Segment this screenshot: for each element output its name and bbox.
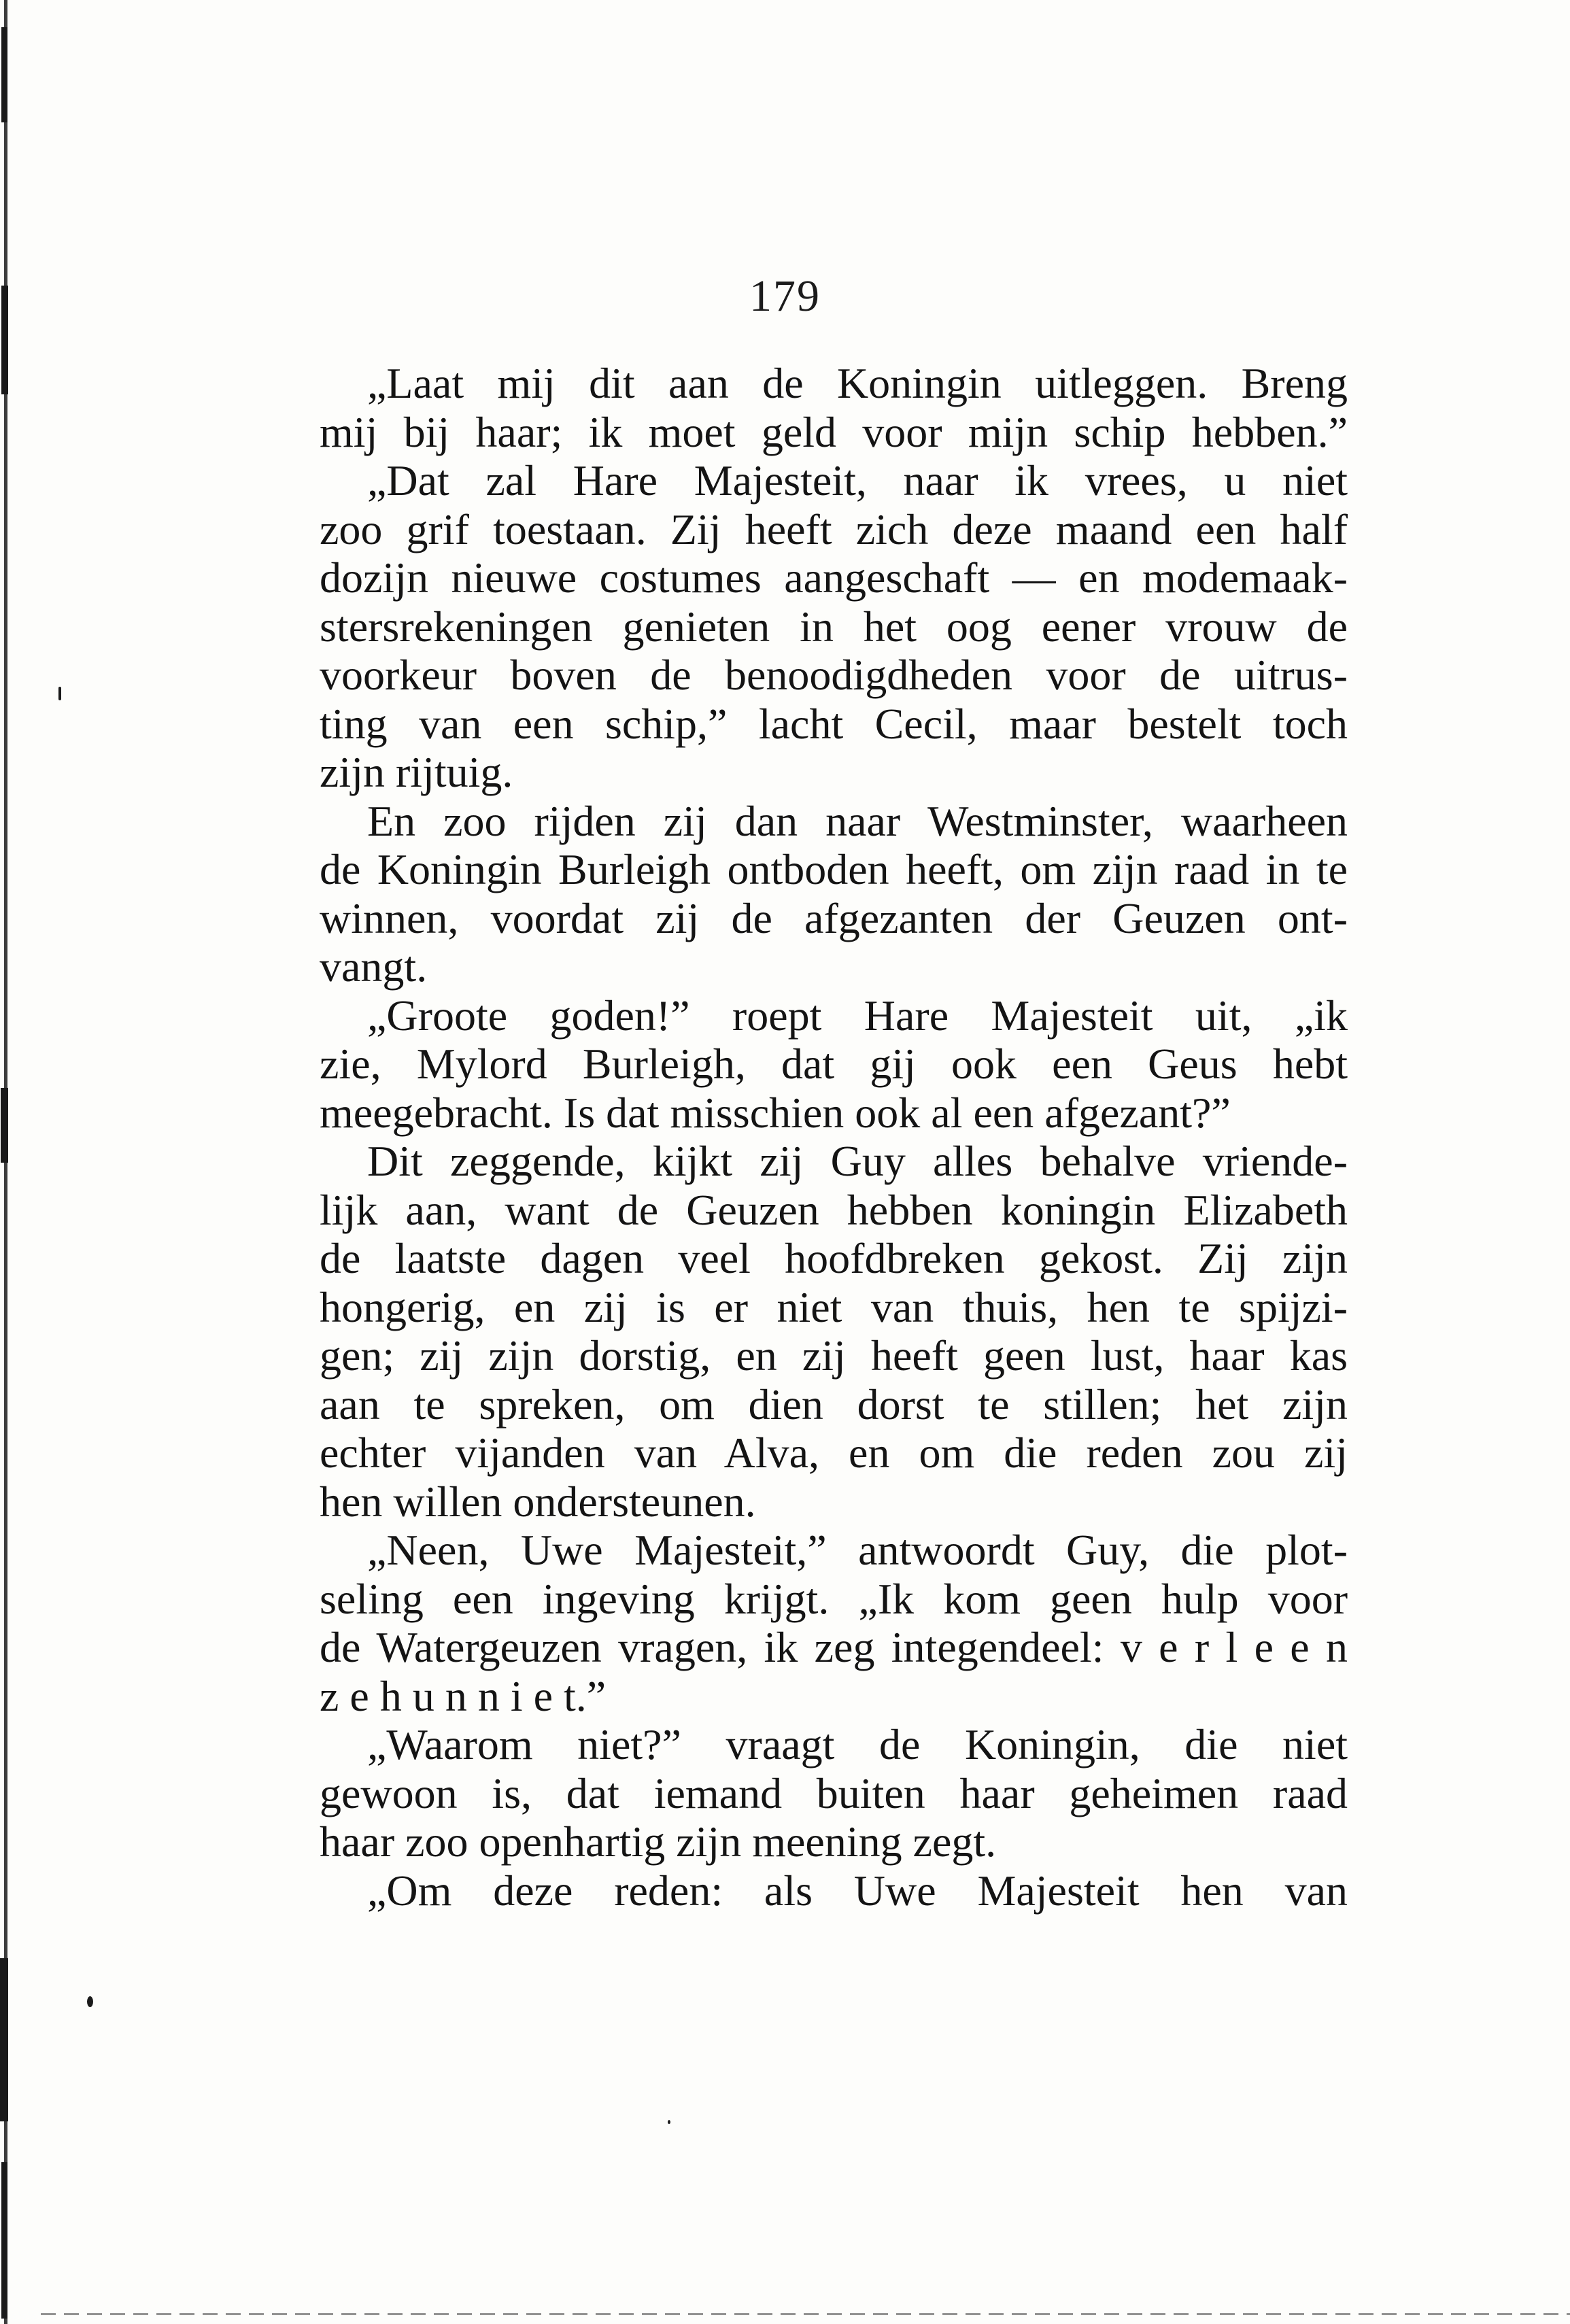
text-line: zie, Mylord Burleigh, dat gij ook een Geus hebt: [320, 1040, 1348, 1088]
binding-edge: [0, 0, 48, 2324]
text-line: mij bij haar; ik moet geld voor mijn schip hebben.”: [320, 407, 1348, 456]
text-line: gewoon is, dat iemand buiten haar geheimen raad: [320, 1768, 1348, 1817]
text-line: de Koningin Burleigh ontboden heeft, om zijn raad in te: [320, 845, 1348, 893]
ink-speck: [87, 1996, 93, 2007]
text-line: z e h u n n i e t.”: [320, 1671, 607, 1720]
ink-speck: [668, 2120, 670, 2124]
text-line: voorkeur boven de benoodigdheden voor de uitrus-: [320, 651, 1348, 699]
text-line: winnen, voordat zij de afgezanten der Geuzen ont-: [320, 893, 1348, 942]
text-line: seling een ingeving krijgt. „Ik kom geen hulp voor: [320, 1574, 1348, 1623]
text-line: zoo grif toestaan. Zij heeft zich deze maand een half: [320, 505, 1348, 553]
text-line: de Watergeuzen vragen, ik zeg integendeel: v e r l e e n: [320, 1623, 1348, 1671]
text-line: En zoo rijden zij dan naar Westminster, waarheen: [367, 796, 1348, 845]
text-line: „Waarom niet?” vraagt de Koningin, die niet: [367, 1720, 1348, 1768]
text-line: hen willen ondersteunen.: [320, 1477, 756, 1526]
text-line: „Laat mij dit aan de Koningin uitleggen. Breng: [367, 359, 1348, 407]
text-line: „Groote goden!” roept Hare Majesteit uit, „ik: [367, 991, 1348, 1040]
text-line: de laatste dagen veel hoofdbreken gekost. Zij zijn: [320, 1234, 1348, 1282]
text-line: Dit zeggende, kijkt zij Guy alles behalve vriende-: [367, 1137, 1348, 1185]
ink-speck: [58, 687, 61, 700]
text-line: ting van een schip,” lacht Cecil, maar bestelt toch: [320, 699, 1348, 748]
text-line: echter vijanden van Alva, en om die reden zou zij: [320, 1429, 1348, 1477]
text-line: zijn rijtuig.: [320, 748, 513, 796]
text-line: „Neen, Uwe Majesteit,” antwoordt Guy, die plot-: [367, 1526, 1348, 1574]
text-line: vangt.: [320, 942, 428, 991]
text-line: hongerig, en zij is er niet van thuis, hen te spijzi-: [320, 1282, 1348, 1331]
text-line: „Dat zal Hare Majesteit, naar ik vrees, u niet: [367, 456, 1348, 505]
text-line: dozijn nieuwe costumes aangeschaft — en modemaak-: [320, 553, 1348, 602]
text-line: haar zoo openhartig zijn meening zegt.: [320, 1817, 997, 1866]
page-number: 179: [749, 271, 821, 321]
text-line: stersrekeningen genieten in het oog eener vrouw de: [320, 602, 1348, 651]
text-line: aan te spreken, om dien dorst te stillen; het zijn: [320, 1380, 1348, 1429]
text-line: lijk aan, want de Geuzen hebben koningin Elizabeth: [320, 1185, 1348, 1234]
text-line: meegebracht. Is dat misschien ook al een afgezant?”: [320, 1088, 1231, 1137]
text-line: „Om deze reden: als Uwe Majesteit hen van: [367, 1866, 1348, 1915]
text-line: gen; zij zijn dorstig, en zij heeft geen lust, haar kas: [320, 1331, 1348, 1380]
page-bottom-edge: [41, 2313, 1570, 2315]
body-text: [320, 359, 1348, 1915]
